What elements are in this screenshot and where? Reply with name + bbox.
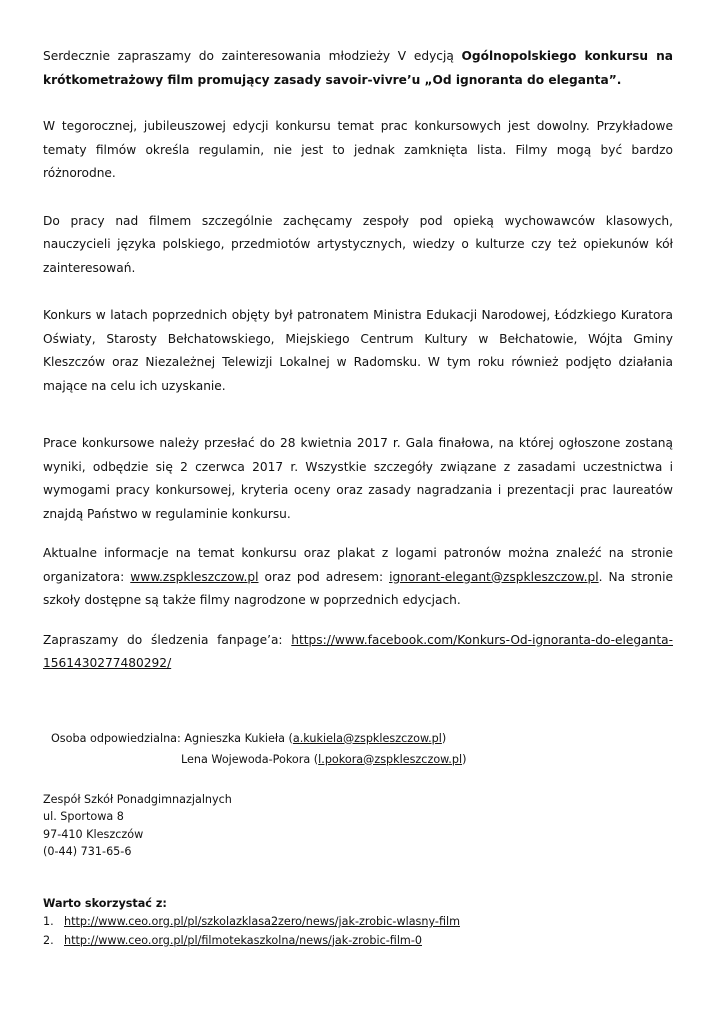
intro-text: Serdecznie zapraszamy do zainteresowania młodzieży V edycją [43,49,462,63]
reference-link-2[interactable]: http://www.ceo.org.pl/pl/filmotekaszkolna/news/jak-zrobic-film-0 [64,933,422,947]
references-section [43,895,673,951]
references-heading: Warto skorzystać z: [43,896,167,910]
fanpage-link[interactable]: https://www.facebook.com/Konkurs-Od-ignoranta-do-eleganta-1561430277480292/ [43,632,673,670]
contact-close-1: ) [441,731,447,745]
organizer-website-link[interactable]: www.zspkleszczow.pl [130,569,259,584]
contact-person-2: Lena Wojewoda-Pokora ( [181,752,319,766]
contact-label: Osoba odpowiedzialna: [51,731,185,745]
contest-email-link[interactable]: ignorant-elegant@zspkleszczow.pl [389,569,599,584]
contact-block [43,728,673,770]
info-text-c: . Na stronie szkoły dostępne są także filmy nagrodzone w poprzednich edycjach. [43,569,673,607]
contest-name: Ogólnopolskiego konkursu na krótkometrażowy film promujący zasady savoir-vivre’u „Od ignoranta do eleganta”. [43,49,673,87]
info-paragraph [43,542,673,613]
fanpage-paragraph [43,629,673,676]
info-text-b: oraz pod adresem: [258,569,390,584]
address-line-4: (0-44) 731-65-6 [43,845,132,858]
address-line-3: 97-410 Kleszczów [43,827,144,841]
school-address [43,791,673,861]
document-page [43,45,673,950]
patronage-paragraph: Konkurs w latach poprzednich objęty był patronatem Ministra Edukacji Narodowej, Łódzkiego Kuratora Oświaty, Starosty Bełchatowskiego, Miejskiego Centrum Kultury w Bełchatowie, Wójta Gminy Kleszczów oraz Niezależnej Telewizji Lokalnej w Radomsku. W tym roku również podjęto działania mające na celu ich uzyskanie. [43,308,673,393]
contact-email-2-link[interactable]: l.pokora@zspkleszczow.pl [318,752,463,766]
references-list [43,913,673,950]
deadline-paragraph: Prace konkursowe należy przesłać do 28 kwietnia 2017 r. Gala finałowa, na której ogłoszone zostaną wyniki, odbędzie się 2 czerwca 2017 r. Wszystkie szczegóły związane z zasadami uczestnictwa i wymogami pracy konkursowej, kryteria oceny oraz zasady nagradzania i prezentacji prac laureatów znajdą Państwo w regulaminie konkursu. [43,436,673,521]
address-line-1: Zespół Szkół Ponadgimnazjalnych [43,792,232,806]
contact-email-1-link[interactable]: a.kukiela@zspkleszczow.pl [292,731,442,745]
address-line-2: ul. Sportowa 8 [43,810,124,823]
list-item [43,913,673,932]
reference-link-1[interactable]: http://www.ceo.org.pl/pl/szkolazklasa2zero/news/jak-zrobic-wlasny-film [64,915,460,928]
list-item [43,932,673,951]
info-text-a: Aktualne informacje na temat konkursu oraz plakat z logami patronów można znaleźć na stronie organizatora: [43,546,673,584]
intro-paragraph [43,45,673,92]
theme-paragraph: W tegorocznej, jubileuszowej edycji konkursu temat prac konkursowych jest dowolny. Przykładowe tematy filmów określa regulamin, nie jest to jednak zamknięta lista. Filmy mogą być bardzo różnorodne. [43,119,673,180]
teams-paragraph: Do pracy nad filmem szczególnie zachęcamy zespoły pod opieką wychowawców klasowych, nauczycieli języka polskiego, przedmiotów artystycznych, wiedzy o kulturze czy też opiekunów kół zainteresowań. [43,213,673,275]
contact-row-1 [43,728,673,749]
contact-person-1: Agnieszka Kukieła ( [184,731,293,745]
contact-close-2: ) [462,752,467,766]
list-item-number: 2. [43,933,54,947]
contact-row-2 [43,749,673,770]
list-item-number: 1. [43,915,54,928]
fanpage-text: Zapraszamy do śledzenia fanpage’a: [43,632,292,647]
